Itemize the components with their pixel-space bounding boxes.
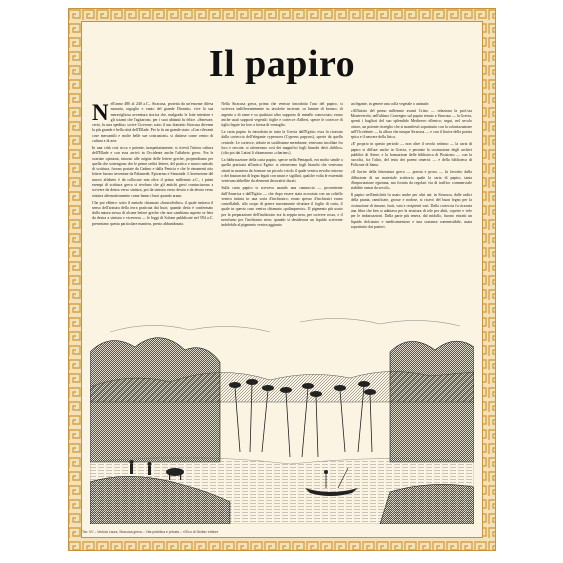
plate-caption: Tav. XV – Veduta Laura, Siracusa greca – Vita pubblica e privata – «l'Eco di Sicilia» editore [82, 530, 219, 534]
content-panel [82, 22, 482, 537]
article-columns [92, 102, 472, 292]
drop-cap-letter: N [92, 102, 109, 125]
paragraph: Nella Siracusa greca, prima che venisse introdotto l'uso del papiro, si scriveva indifferentemente su tavolette incerate, su lamine di bronzo, di argento o di rame e su qualsiasi altro supporto di metallo conosciuto; erano anche usati supporti vegetali: foglie e cortecce d'alberi, specie le cortecce di tiglio legate fra loro a forma di ventaglio. [221, 102, 343, 128]
paragraph: un legante, in genere una colla vegetale o animale. [350, 102, 430, 106]
poster-sheet [68, 8, 496, 551]
paragraph: Che poi ebbero: sotto il metodo chiamato «bustrofedico» il quale imitava il senso dell'aratura della terra praticata dai buoi; quando detto è confermato dalla natura stessa di alcune lettere greche che non cambiano aspetto se lette da destra a sinistra e viceversa — le leggi di Solone pubblicate nel 594 a.C. presentano questa particolare maniera, presto abbandonata. [92, 200, 214, 226]
column-3 [351, 102, 472, 292]
column-1 [92, 102, 213, 292]
paragraph: «All'inizio del primo millennio avanti Cristo — relaziona la prof.ssa Monteverchi, nell'ultimo Convegno sul papiro tenuto a Siracusa — la Grecia, spenti i bagliori del suo splendido Medioevo ellenico; segui, nel secolo ottavo, un potente risveglio che si manifestò soprattutto con la colonizzazione nell'Occidente — fu allora che nasque Siracusa — e con il fiorire della poesia epica e il nascere della lirica. [350, 108, 472, 140]
paragraph: Nell'anno 480 al 240 a.C., Siracusa, protetta da un'enorme difesa muraria, orgoglio e vanto del grande Dionisio, vive la sua meravigliosa avventura storica che, malgrado le lotte intestine e gli sciami che l'agitarono, per i suoi abitanti fu felice. «Sinesote, certo, fu una spedita» scrive Cicerone; sotto il suo dominio Siracusa divenne la più grande e bella città dell'Ellade. Per lo fu un grande stato: «Con rilevanti cose mercantili e molte belle sue costruzioni» si distinse come centro di cultura e di arte. [92, 102, 214, 144]
paragraph: Sulla carta papiro si scriveva usando una cannuccia — proveniente dall'America e dall'Egitto — che dopo essere stata accostata con un coltello veniva intinta in una sorta d'inchiostro; erano spesso d'inchiostri erano cancellabili, allo scopo di potere nuovamente sfruttare il foglio di carta, il quale in questo caso veniva chiamato «palimpsesto». Il pigmento più usato per la preparazione dell'inchiostro era la seppia nera, per scrivere rosso, e il nerofumo per l'inchiostro nero; quando si desiderava un liquido scrivente indelebile al pigmento veniva aggiunto [221, 186, 343, 228]
column-2 [221, 102, 342, 292]
page-title: Il papiro [208, 43, 356, 85]
paragraph: In una città così ricca e potente, inaspettatamente, si rivestì l'intera cultura dell'Ellade e con essa arrivò in Occidente anche l'alfabeto greco. Fra le svariate opinioni, intorno alle origini delle lettere greche, propendiamo per quella che sostengono che le prime sedici lettere, del pratico e nuovo metodo di scrittura, furono portate da Cadmo e dalla Fenicia e che le rimanenti otto lettere furono inventate da Palamede, Epicarmo e Simonide. L'invenzione del nuovo alfabeto è da collocare non oltre il primo millennio a.C., i primi esempi di scrittura greca si rivelano che gli antichi greci cominciarono a scrivere da destra verso sinistra, poi da sinistra verso destra e da destra verso sinistra alternativamente come fanno i buoi quando arano. [92, 145, 214, 198]
papyrus-river-engraving [90, 292, 474, 524]
paragraph: Il papiro nell'antichità fu usato anche per altri usi: in Siracusa, dalle radici della pianta, ramificate, grosse e nodose, si ricavò del buon legno per la costruzione di tinozze, fusti, vasi e recipienti vari. Dalla corteccia fu ricavata una fibra che ben si adattava per la tessitura di tele per abiti, coperte e vele per le imbarcazioni. Dalla parte più tenera, dal midollo, furono estratti un liquido dolciastro e medicamentoso e una sostanza commestibile, usata soprattutto dai pastori. [350, 193, 472, 229]
paragraph: «Il fiorire della letteratura greca — poesia e prosa — fu favorito dalla diffusione di un materiale scrittorio quale la carta di papiro, tanta d'importazione egiziana, ma fornita da regolari via di traffico commerciale stabilite ormai da secoli». [350, 170, 472, 191]
paragraph: La carta papiro fu introdotta in tutta la Grecia dall'Egitto; essa fu ricavata dalla corteccia dell'elegante cyperacea (Cyperus papyrus), specie da quella centrale. Le cortecce, ridotte in sottilissime membrane, venivano incollate fra loro e seccate, si ottenevano così dei magnifici fogli bianchi detti «biblos» (olio poi dai Latini li chiamarono «chartae»). [221, 130, 343, 156]
paragraph: La fabbricazione della carta papiro, specie nella Pentapoli, era molto simile a quella praticata all'antico Egitto: si ottenevano fogli bianchi che venivano stirati in maniera da formare un piccolo rotolo il quale veniva avvolto intorno o dei bastoncini di legno legati con nastri e sigillati, qualche volta le estremità venivano abbellite da elementi decorativi dorati. [221, 158, 343, 184]
paragraph: «E' proprio in questo periodo — non oltre il secolo settimo — la carta di papiro si diffuse anche in Grecia, e permise la costruzione degli archivi pubblici di Atene, e la formazione delle biblioteca di Pisistrato — con la raccolta, fra l'altro, del testo dei poemi omerici — e della biblioteca di Policrate di Samo. [350, 142, 472, 168]
